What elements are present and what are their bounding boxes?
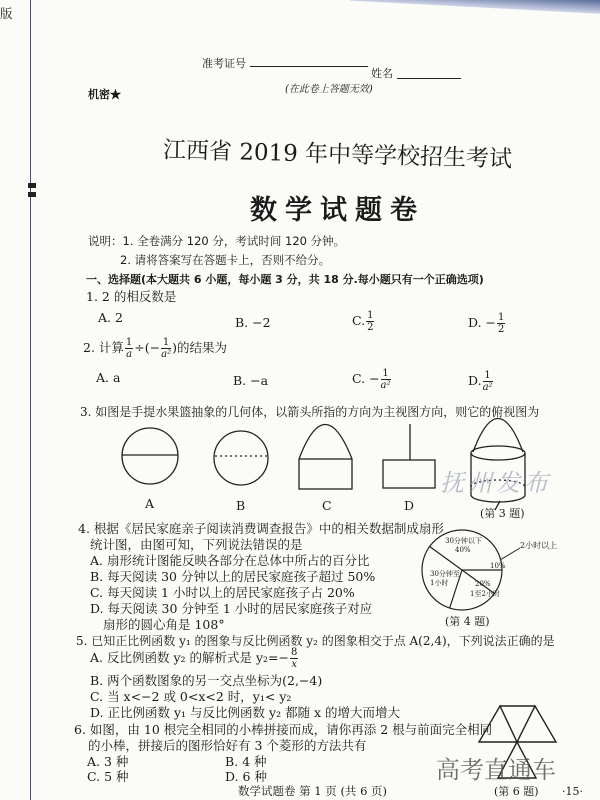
instruction-2: 2. 请将答案写在答题卡上，否则不给分。: [120, 253, 331, 267]
corner-text: 版: [0, 6, 13, 21]
watermark-gaokao: 高考直通车: [436, 756, 556, 784]
q1-stem: 1. 2 的相反数是: [86, 289, 177, 304]
name-label: 姓名: [371, 67, 393, 80]
q4-option-c: C. 每天阅读 1 小时以上的居民家庭孩子占 20%: [90, 585, 355, 600]
pie-pct-under30: 40%: [455, 546, 471, 554]
q4-caption: (第 4 题): [445, 615, 490, 628]
q4-stem-1: 4. 根据《居民家庭亲子阅读消费调查报告》中的相关数据制成扇形: [78, 521, 444, 536]
figure-c-label: C: [322, 498, 332, 513]
page-footer: 数学试题卷 第 1 页 (共 6 页): [238, 784, 388, 798]
paper-subtitle: 数学试题卷: [250, 195, 425, 226]
instruction-1: 说明：1. 全卷满分 120 分，考试时间 120 分钟。: [88, 234, 346, 248]
q2-stem: 2. 计算 $\frac{1}{a}$ ÷(− $\frac{1}{\text{a²}}$ )的结果为: [83, 337, 227, 360]
q4-option-d-cont: 扇形的圆心角是 108°: [103, 617, 225, 632]
figure-a-label: A: [145, 496, 155, 511]
q5-option-a: A. 反比例函数 y₂ 的解析式是 y₂=− $\frac{8}{x}$: [90, 647, 298, 670]
q4-option-b: B. 每天阅读 30 分钟以上的居民家庭孩子超过 50%: [90, 569, 376, 584]
q4-option-d: D. 每天阅读 30 分钟至 1 小时的居民家庭孩子对应: [90, 601, 373, 616]
q1-option-c: C. $\frac{1}{2}$: [352, 310, 374, 333]
q6-option-c: C. 5 种: [87, 769, 129, 784]
pie-pct-over2h: 10%: [490, 562, 506, 570]
pie-label-1to2h: 1至2小时: [470, 590, 500, 598]
q2-option-d: D. $\frac{1}{\text{a²}}$: [468, 370, 493, 393]
section-heading: 一、选择题(本大题共 6 小题，每小题 3 分，共 18 分.每小题只有一个正确选项): [86, 273, 484, 286]
pie-pct-1to2h: 20%: [475, 580, 491, 588]
watermark-fuzhou: 抚州发布: [440, 469, 552, 497]
q6-stem-1: 6. 如图，由 10 根完全相同的小棒拼接而成，请你再添 2 根与前面完全相同: [74, 722, 493, 737]
exam-title: 江西省 2019 年中等学校招生考试: [162, 137, 513, 173]
q3-stem: 3. 如图是手提水果篮抽象的几何体，以箭头所指的方向为主视图方向，则它的俯视图为: [80, 405, 540, 419]
q4-option-a: A. 扇形统计图能反映各部分在总体中所占的百分比: [90, 553, 370, 568]
q5-stem: 5. 已知正比例函数 y₁ 的图象与反比例函数 y₂ 的图象相交于点 A(2,4)，下列说法正确的是: [76, 634, 555, 648]
q1-option-d: D. − $\frac{1}{2}$: [468, 312, 505, 335]
q6-caption: (第 6 题): [494, 785, 539, 798]
q5-option-b: B. 两个函数图象的另一交点坐标为(2,−4): [90, 673, 323, 688]
page-number: ·15·: [562, 785, 583, 798]
q6-option-a: A. 3 种: [87, 754, 129, 769]
exam-id-label: 准考证号: [202, 57, 246, 70]
pie-label-under30: 30分钟以下: [445, 537, 482, 545]
q1-option-a: A. 2: [98, 310, 123, 325]
q5-option-d: D. 正比例函数 y₁ 与反比例函数 y₂ 都随 x 的增大而增大: [90, 705, 401, 720]
q5-option-c: C. 当 x<−2 或 0<x<2 时，y₁< y₂: [90, 689, 292, 704]
figure-d-label: D: [404, 498, 415, 513]
q6-stem-2: 的小棒，拼接后的图形恰好有 3 个菱形的方法共有: [88, 738, 367, 753]
secret-mark: 机密★: [88, 88, 121, 101]
triangle-right: [517, 706, 556, 742]
q2-option-b: B. −a: [233, 373, 269, 388]
figure-b-label: B: [236, 498, 246, 513]
triangle-left: [479, 706, 517, 742]
pie-label-over2h: 2小时以上: [520, 541, 558, 550]
answer-note: (在此卷上答题无效): [285, 84, 373, 95]
q2-option-c: C. − $\frac{1}{\text{a²}}$: [352, 368, 391, 391]
q4-stem-2: 统计图，由图可知，下列说法错误的是: [90, 537, 303, 552]
q6-option-b: B. 4 种: [225, 754, 267, 769]
q6-option-d: D. 6 种: [225, 769, 267, 784]
q1-option-b: B. −2: [235, 315, 271, 330]
pie-label-30to60: 30分钟至1小时: [430, 570, 460, 587]
q2-option-a: A. a: [96, 370, 121, 385]
q3-caption: (第 3 题): [480, 507, 525, 520]
